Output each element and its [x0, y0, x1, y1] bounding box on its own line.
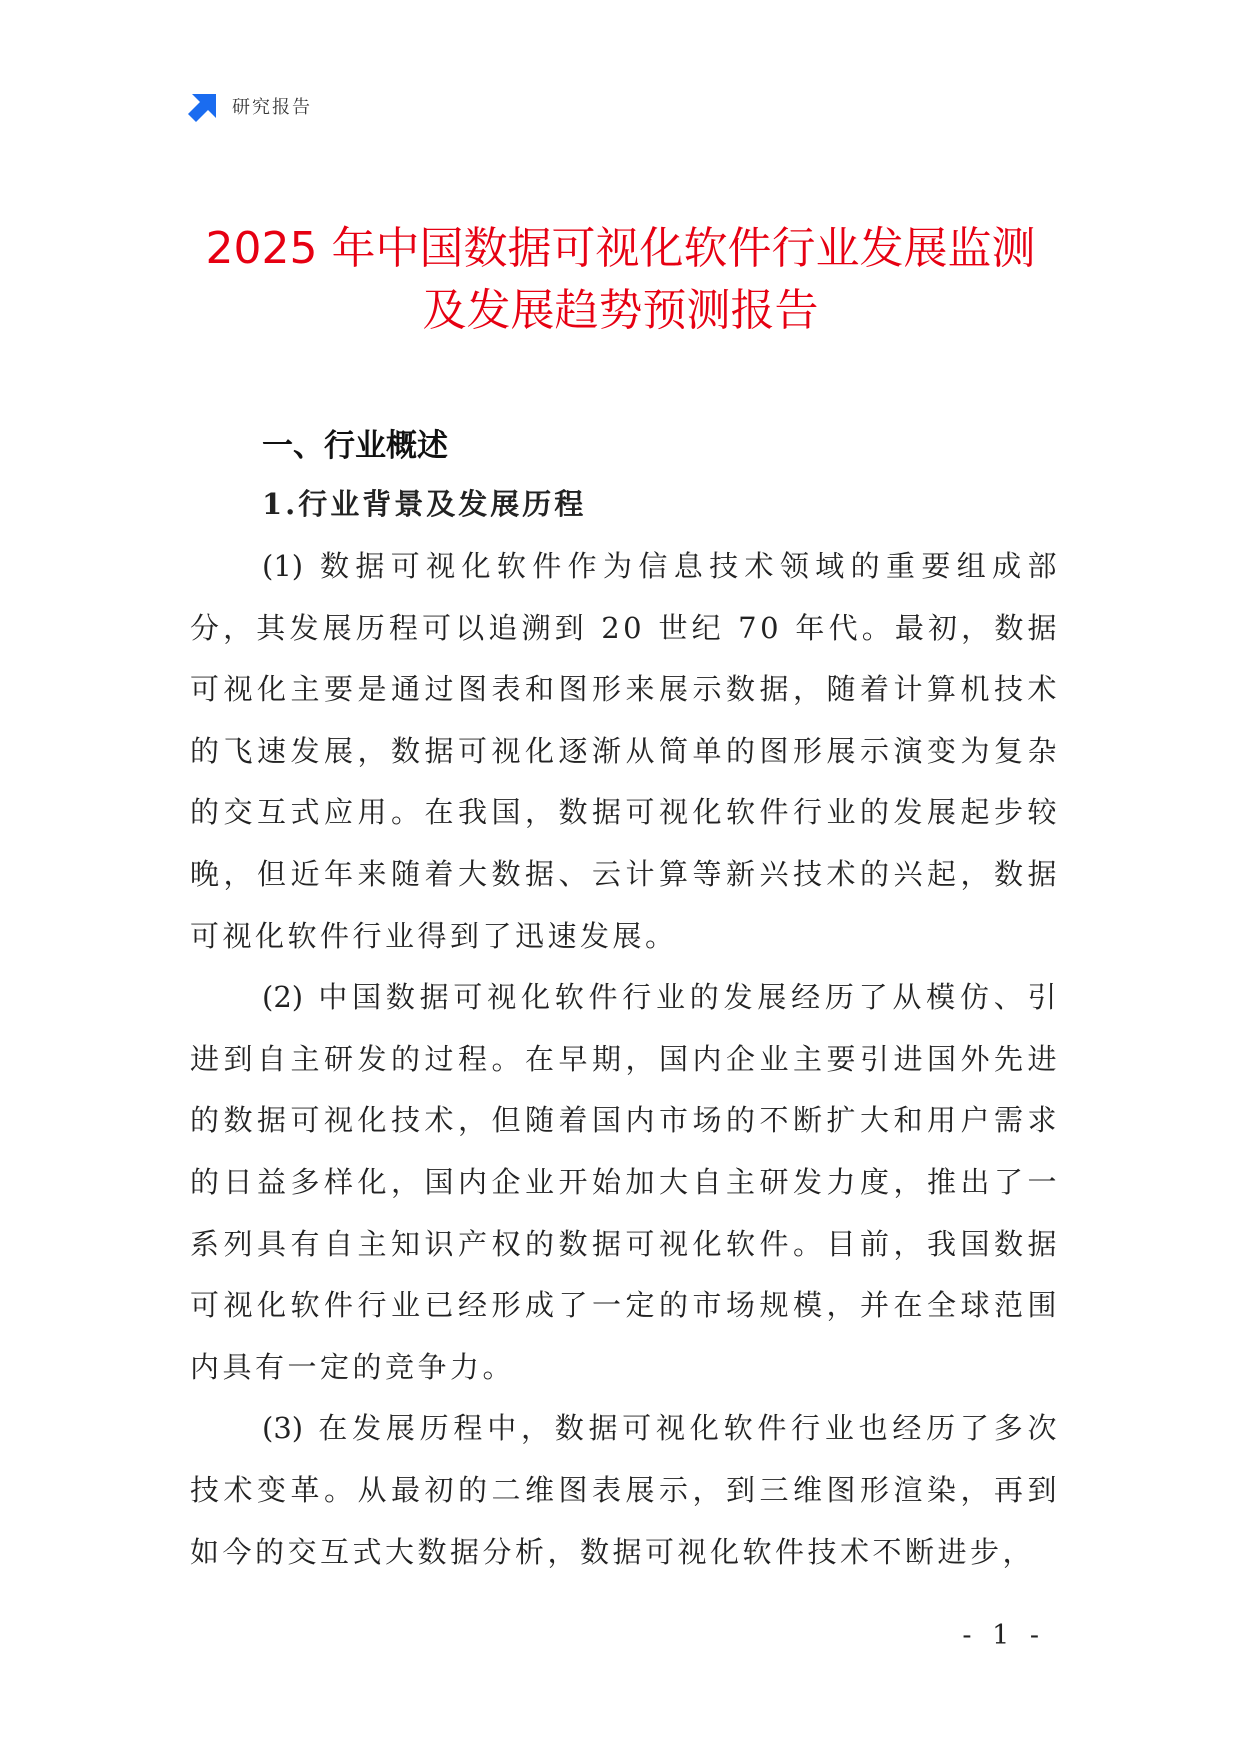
- paragraph-2: [190, 967, 1060, 1398]
- section-heading: 一、行业概述: [262, 428, 448, 464]
- paragraph-text: 中国数据可视化软件行业的发展经历了从模仿、引进到自主研发的过程。在早期，国内企业主要引进国外先进的数据可视化技术，但随着国内市场的不断扩大和用户需求的日益多样化，国内企业开始加大自主研发力度，推出了一系列具有自主知识产权的数据可视化软件。目前，我国数据可视化软件行业已经形成了一定的市场规模，并在全球范围内具有一定的竞争力。: [190, 980, 1060, 1384]
- paragraph-number: (3): [262, 1411, 304, 1446]
- paragraph-number: (1): [262, 549, 304, 583]
- arrow-up-right-icon: [188, 90, 220, 122]
- page-number: - 1 -: [962, 1620, 1045, 1651]
- header-label: 研究报告: [232, 97, 312, 118]
- report-title-line1: 2025 年中国数据可视化软件行业发展监测: [205, 223, 1036, 274]
- report-header: [188, 88, 312, 124]
- paragraph-text: 数据可视化软件作为信息技术领域的重要组成部分，其发展历程可以追溯到 20 世纪 70 年代。最初，数据可视化主要是通过图表和图形来展示数据，随着计算机技术的飞速发展，数据可视化逐渐从简单的图形展示演变为复杂的交互式应用。在我国，数据可视化软件行业的发展起步较晚，但近年来随着大数据、云计算等新兴技术的兴起，数据可视化软件行业得到了迅速发展。: [190, 549, 1060, 953]
- paragraph-text: 在发展历程中，数据可视化软件行业也经历了多次技术变革。从最初的二维图表展示，到三维图形渲染，再到如今的交互式大数据分析，数据可视化软件技术不断进步，: [190, 1411, 1060, 1569]
- body-text: [190, 536, 1060, 1583]
- paragraph-3: [190, 1398, 1060, 1583]
- paragraph-1: [190, 536, 1060, 967]
- report-title: [150, 218, 1091, 342]
- sub-heading: 1.行业背景及发展历程: [262, 487, 587, 521]
- report-title-line2: 及发展趋势预测报告: [422, 285, 819, 336]
- paragraph-number: (2): [262, 980, 304, 1015]
